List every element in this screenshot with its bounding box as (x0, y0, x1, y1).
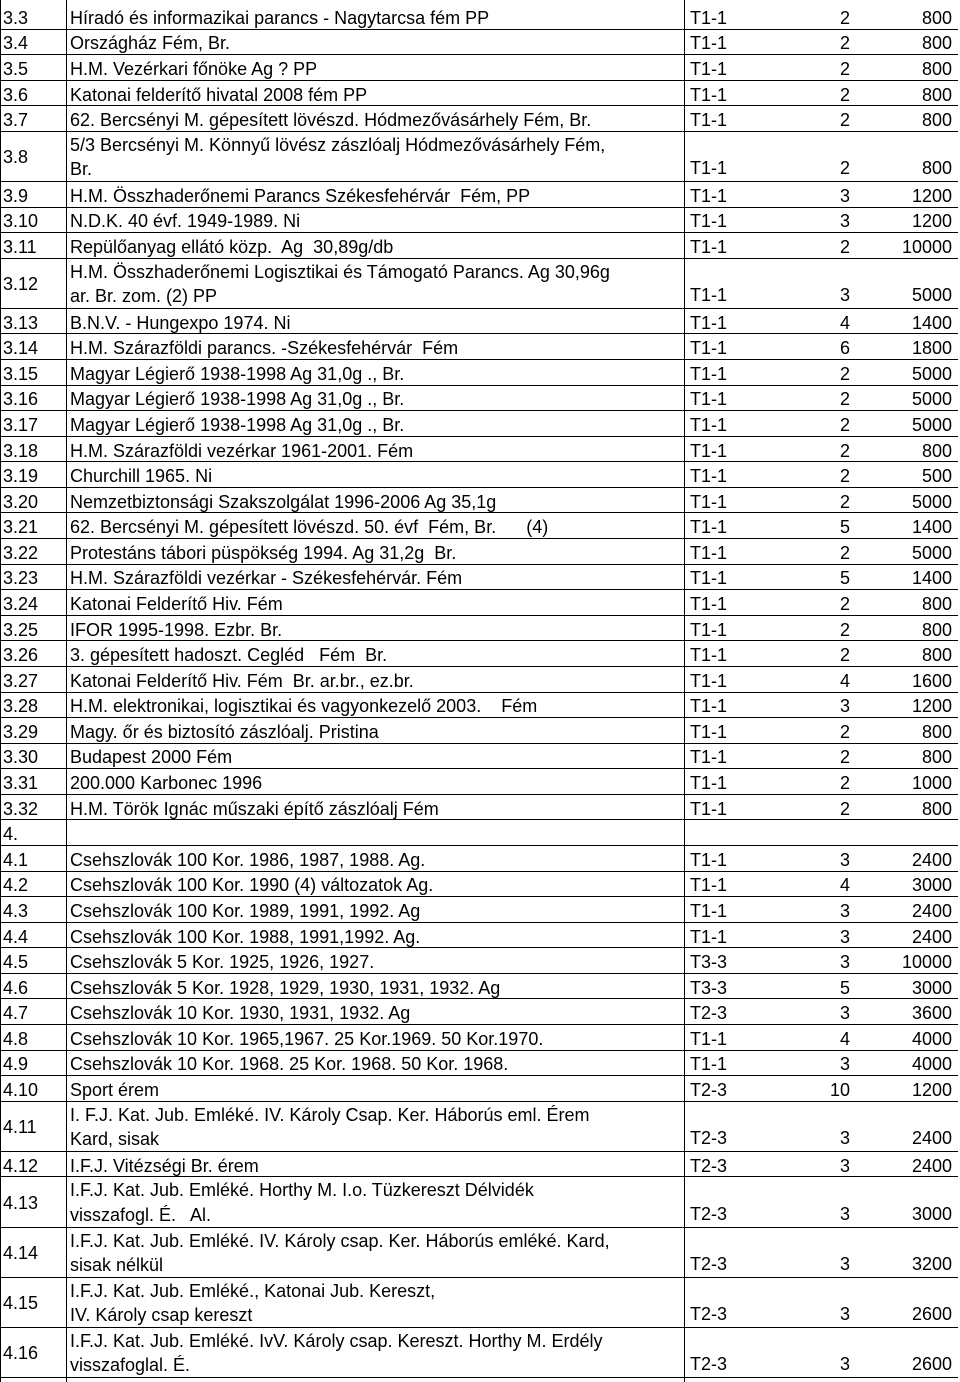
item-description: Híradó és informazikai parancs - Nagytarcsa fém PP (70, 7, 490, 28)
item-value: 3200 (911, 1253, 952, 1274)
item-number: 3.31 (3, 773, 39, 794)
item-description: B.N.V. - Hungexpo 1974. Ni (70, 312, 291, 333)
item-description: Budapest 2000 Fém (70, 747, 233, 768)
item-grade: T2-3 (690, 1353, 728, 1374)
item-grade: T1-1 (690, 696, 728, 717)
item-quantity: 3 (839, 1303, 850, 1324)
item-value: 1000 (911, 773, 952, 794)
item-value: 2400 (911, 926, 952, 947)
item-number: 3.23 (3, 568, 39, 589)
item-description: H.M. Szárazföldi parancs. -Székesfehérvár Fém (70, 338, 459, 359)
item-description: Churchill 1965. Ni (70, 466, 213, 487)
item-number: 3.21 (3, 517, 39, 538)
item-value: 10000 (901, 952, 952, 973)
item-quantity: 3 (839, 952, 850, 973)
item-description: N.D.K. 40 évf. 1949-1989. Ni (70, 211, 301, 232)
item-value: 5000 (911, 414, 952, 435)
item-number: 3.25 (3, 619, 39, 640)
item-quantity: 3 (839, 1003, 850, 1024)
item-description: Kard, sisak (70, 1128, 160, 1149)
item-number: 3.5 (3, 58, 29, 79)
item-description: Csehszlovák 100 Kor. 1986, 1987, 1988. Ag. (70, 849, 426, 870)
item-value: 5000 (911, 363, 952, 384)
item-value: 800 (921, 747, 952, 768)
item-grade: T1-1 (690, 645, 728, 666)
item-description: Csehszlovák 100 Kor. 1990 (4) változatok Ag. (70, 875, 434, 896)
item-quantity: 2 (839, 236, 850, 257)
item-quantity: 2 (839, 721, 850, 742)
item-quantity: 2 (839, 363, 850, 384)
item-description: visszafogl. É. Al. (70, 1204, 212, 1225)
item-description: Csehszlovák 100 Kor. 1989, 1991, 1992. Ag (70, 900, 421, 921)
item-quantity: 3 (839, 1203, 850, 1224)
item-description: I.F.J. Kat. Jub. Emléké. Horthy M. I.o. Tüzkereszt Délvidék (70, 1180, 534, 1201)
item-description: Br. (70, 159, 93, 179)
item-quantity: 2 (839, 84, 850, 105)
item-number: 4.12 (3, 1155, 39, 1176)
item-value: 5000 (911, 284, 952, 305)
table-row (0, 897, 960, 923)
item-number: 3.7 (3, 110, 29, 131)
table-row (0, 744, 960, 770)
item-description: H.M. Török Ignác műszaki építő zászlóalj Fém (70, 798, 439, 819)
item-grade: T1-1 (690, 1054, 728, 1075)
item-value: 3000 (911, 1203, 952, 1224)
item-value: 800 (921, 619, 952, 640)
item-grade: T1-1 (690, 926, 728, 947)
item-description: sisak nélkül (70, 1254, 164, 1275)
item-grade: T1-1 (690, 491, 728, 512)
item-number: 4.4 (3, 926, 29, 947)
item-value: 1200 (911, 696, 952, 717)
item-number: 4. (3, 824, 19, 845)
item-description: I.F.J. Kat. Jub. Emléké. IvV. Károly csap. Kereszt. Horthy M. Erdély (70, 1330, 603, 1351)
item-grade: T1-1 (690, 721, 728, 742)
table-row (0, 411, 960, 437)
item-number: 3.8 (3, 146, 29, 167)
item-value: 1400 (911, 312, 952, 333)
item-description: Csehszlovák 5 Kor. 1928, 1929, 1930, 1931, 1932. Ag (70, 977, 501, 998)
table-row (0, 309, 960, 335)
table-row (0, 4, 960, 30)
item-description: Csehszlovák 10 Kor. 1965,1967. 25 Kor.1969. 50 Kor.1970. (70, 1028, 544, 1049)
item-description: Csehszlovák 100 Kor. 1988, 1991,1992. Ag. (70, 926, 421, 947)
item-value: 4000 (911, 1028, 952, 1049)
item-description: 3. gépesített hadoszt. Cegléd Fém Br. (70, 645, 388, 666)
table-row (0, 641, 960, 667)
item-grade: T1-1 (690, 110, 728, 131)
item-quantity: 2 (839, 491, 850, 512)
item-value: 800 (921, 798, 952, 819)
table-row (0, 55, 960, 81)
table-row (0, 1025, 960, 1051)
item-value: 3000 (911, 875, 952, 896)
item-quantity: 2 (839, 110, 850, 131)
item-grade: T2-3 (690, 1003, 728, 1024)
item-number: 3.4 (3, 33, 29, 54)
table-row (0, 81, 960, 107)
item-value: 800 (921, 110, 952, 131)
item-grade: T1-1 (690, 568, 728, 589)
table-row (0, 948, 960, 974)
item-description: Magyar Légierő 1938-1998 Ag 31,0g ., Br. (70, 414, 405, 435)
item-description: Magyar Légierő 1938-1998 Ag 31,0g ., Br. (70, 363, 405, 384)
item-value: 500 (921, 466, 952, 487)
table-row (0, 437, 960, 463)
item-number: 3.19 (3, 466, 39, 487)
item-number: 3.10 (3, 211, 39, 232)
item-value: 3000 (911, 977, 952, 998)
item-number: 4.8 (3, 1028, 29, 1049)
table-row (0, 208, 960, 234)
table-row (0, 1177, 960, 1227)
item-grade: T1-1 (690, 414, 728, 435)
item-description: I.F.J. Kat. Jub. Emléké. IV. Károly csap. Ker. Háborús emléké. Kard, (70, 1230, 610, 1251)
table-row (0, 488, 960, 514)
table-row (0, 30, 960, 56)
table-row (0, 923, 960, 949)
item-description: Csehszlovák 10 Kor. 1968. 25 Kor. 1968. 50 Kor. 1968. (70, 1054, 509, 1075)
item-description: I.F.J. Kat. Jub. Emléké., Katonai Jub. Kereszt, (70, 1280, 436, 1301)
item-value: 800 (921, 58, 952, 79)
item-grade: T1-1 (690, 849, 728, 870)
item-description: 5/3 Bercsényi M. Könnyű lövész zászlóalj Hódmezővásárhely Fém, (70, 134, 606, 155)
item-description: Csehszlovák 10 Kor. 1930, 1931, 1932. Ag (70, 1003, 411, 1024)
item-value: 2600 (911, 1303, 952, 1324)
item-quantity: 2 (839, 619, 850, 640)
item-description: Országház Fém, Br. (70, 33, 231, 54)
item-quantity: 6 (839, 338, 850, 359)
table-row (0, 565, 960, 591)
item-grade: T1-1 (690, 670, 728, 691)
table-row (0, 106, 960, 132)
item-value: 5000 (911, 389, 952, 410)
item-number: 3.6 (3, 84, 29, 105)
item-description: IFOR 1995-1998. Ezbr. Br. (70, 619, 283, 640)
table-row (0, 360, 960, 386)
item-grade: T1-1 (690, 389, 728, 410)
item-quantity: 10 (829, 1079, 850, 1100)
item-quantity: 4 (839, 312, 850, 333)
item-number: 3.29 (3, 721, 39, 742)
item-quantity: 5 (839, 977, 850, 998)
item-value: 2600 (911, 1353, 952, 1374)
item-value: 1200 (911, 1079, 952, 1100)
table-row (0, 1051, 960, 1077)
item-grade: T2-3 (690, 1253, 728, 1274)
item-number: 3.14 (3, 338, 39, 359)
item-quantity: 2 (839, 158, 850, 178)
item-quantity: 2 (839, 773, 850, 794)
item-quantity: 3 (839, 1054, 850, 1075)
table-row (0, 718, 960, 744)
item-number: 3.26 (3, 645, 39, 666)
item-description: Repülőanyag ellátó közp. Ag 30,89g/db (70, 236, 394, 257)
item-quantity: 2 (839, 645, 850, 666)
item-value: 1200 (911, 211, 952, 232)
item-grade: T1-1 (690, 594, 728, 614)
item-description: 62. Bercsényi M. gépesített lövészd. 50. évf Fém, Br. (4) (70, 517, 549, 538)
item-number: 3.27 (3, 670, 39, 691)
table-row (0, 795, 960, 821)
item-grade: T1-1 (690, 284, 728, 305)
item-quantity: 3 (839, 185, 850, 206)
item-number: 4.10 (3, 1079, 39, 1100)
table-row (0, 1152, 960, 1178)
item-number: 4.14 (3, 1242, 39, 1263)
table-row (0, 1076, 960, 1102)
item-quantity: 2 (839, 58, 850, 79)
item-grade: T1-1 (690, 747, 728, 768)
item-grade: T2-3 (690, 1303, 728, 1324)
table-row (0, 769, 960, 795)
item-number: 3.9 (3, 185, 29, 206)
item-number: 3.16 (3, 389, 39, 410)
item-grade: T2-3 (690, 1127, 728, 1148)
item-grade: T1-1 (690, 440, 728, 461)
item-quantity: 2 (839, 440, 850, 461)
table-row (0, 974, 960, 1000)
item-number: 4.2 (3, 875, 29, 896)
item-grade: T3-3 (690, 977, 728, 998)
table-row (0, 182, 960, 208)
item-description: Nemzetbiztonsági Szakszolgálat 1996-2006 Ag 35,1g (70, 491, 497, 512)
item-number: 4.9 (3, 1054, 29, 1075)
item-description: ar. Br. zom. (2) PP (70, 285, 218, 306)
item-number: 3.12 (3, 273, 39, 294)
item-description: visszafoglal. É. (70, 1354, 191, 1375)
item-quantity: 3 (839, 926, 850, 947)
item-number: 3.24 (3, 594, 39, 614)
item-grade: T1-1 (690, 211, 728, 232)
item-number: 4.1 (3, 849, 29, 870)
item-quantity: 3 (839, 1155, 850, 1176)
item-value: 1400 (911, 517, 952, 538)
item-grade: T1-1 (690, 517, 728, 538)
item-value: 2400 (911, 1155, 952, 1176)
item-number: 3.20 (3, 491, 39, 512)
item-quantity: 2 (839, 798, 850, 819)
item-description: IV. Károly csap kereszt (70, 1304, 253, 1325)
item-quantity: 2 (839, 466, 850, 487)
item-grade: T1-1 (690, 875, 728, 896)
item-number: 4.11 (3, 1116, 37, 1137)
item-number: 3.15 (3, 363, 39, 384)
item-quantity: 3 (839, 1353, 850, 1374)
table-row (0, 872, 960, 898)
table-row (0, 386, 960, 412)
item-number: 4.13 (3, 1192, 39, 1213)
item-value: 4000 (911, 1054, 952, 1075)
item-value: 1800 (911, 338, 952, 359)
table-row (0, 513, 960, 539)
table-row (0, 334, 960, 360)
item-grade: T1-1 (690, 338, 728, 359)
item-value: 1600 (911, 670, 952, 691)
item-grade: T1-1 (690, 33, 728, 54)
table-row (0, 616, 960, 642)
item-quantity: 2 (839, 33, 850, 54)
item-description: I. F.J. Kat. Jub. Emléké. IV. Károly Csap. Ker. Háborús eml. Érem (70, 1104, 590, 1125)
table-row (0, 999, 960, 1025)
item-value: 5000 (911, 491, 952, 512)
item-quantity: 2 (839, 389, 850, 410)
table-row (0, 846, 960, 872)
item-quantity: 3 (839, 1127, 850, 1148)
item-number: 3.32 (3, 798, 39, 819)
table-row (0, 1278, 960, 1328)
item-quantity: 4 (839, 875, 850, 896)
item-grade: T1-1 (690, 773, 728, 794)
table-row (0, 259, 960, 309)
table-row (0, 667, 960, 693)
item-quantity: 3 (839, 1253, 850, 1274)
item-quantity: 2 (839, 7, 850, 28)
item-grade: T1-1 (690, 900, 728, 921)
item-description: H.M. Szárazföldi vezérkar 1961-2001. Fém (70, 440, 414, 461)
item-number: 4.6 (3, 977, 29, 998)
item-grade: T1-1 (690, 798, 728, 819)
item-description: I.F.J. Vitézségi Br. érem (70, 1155, 259, 1176)
item-quantity: 3 (839, 696, 850, 717)
item-quantity: 4 (839, 1028, 850, 1049)
item-grade: T1-1 (690, 312, 728, 333)
item-quantity: 3 (839, 284, 850, 305)
item-value: 2400 (911, 900, 952, 921)
item-number: 3.3 (3, 7, 29, 28)
item-description: Sport érem (70, 1079, 160, 1100)
table-row (0, 820, 960, 846)
item-grade: T1-1 (690, 619, 728, 640)
item-description: Katonai Felderítő Hiv. Fém (70, 594, 283, 614)
table-row (0, 539, 960, 565)
item-value: 800 (921, 33, 952, 54)
item-grade: T1-1 (690, 466, 728, 487)
item-grade: T2-3 (690, 1203, 728, 1224)
item-grade: T1-1 (690, 1028, 728, 1049)
item-description: H.M. Szárazföldi vezérkar - Székesfehérvár. Fém (70, 568, 463, 589)
table-row (0, 1328, 960, 1378)
item-description: 200.000 Karbonec 1996 (70, 773, 263, 794)
item-number: 4.15 (3, 1292, 39, 1313)
item-description: H.M. Összhaderőnemi Logisztikai és Támogató Parancs. Ag 30,96g (70, 261, 610, 282)
item-description: Csehszlovák 5 Kor. 1925, 1926, 1927. (70, 952, 375, 973)
table-row (0, 693, 960, 719)
item-number: 4.16 (3, 1342, 39, 1363)
item-description: 62. Bercsényi M. gépesített lövészd. Hódmezővásárhely Fém, Br. (70, 110, 592, 131)
item-grade: T1-1 (690, 84, 728, 105)
item-grade: T1-1 (690, 158, 728, 178)
table-row (0, 132, 960, 182)
item-description: Katonai Felderítő Hiv. Fém Br. ar.br., ez.br. (70, 670, 414, 691)
item-quantity: 4 (839, 670, 850, 691)
item-quantity: 2 (839, 414, 850, 435)
item-grade: T1-1 (690, 236, 728, 257)
item-value: 800 (921, 440, 952, 461)
item-number: 3.30 (3, 747, 39, 768)
item-value: 1200 (911, 185, 952, 206)
item-grade: T1-1 (690, 363, 728, 384)
item-description: Katonai felderítő hivatal 2008 fém PP (70, 84, 368, 105)
item-number: 3.17 (3, 414, 39, 435)
item-value: 1400 (911, 568, 952, 589)
table-row (0, 590, 960, 616)
item-quantity: 2 (839, 594, 850, 614)
item-number: 3.13 (3, 312, 39, 333)
item-quantity: 5 (839, 517, 850, 538)
item-value: 800 (921, 158, 952, 178)
item-value: 3600 (911, 1003, 952, 1024)
item-description: Magy. őr és biztosító zászlóalj. Pristina (70, 721, 379, 742)
item-description: Protestáns tábori püspökség 1994. Ag 31,2g Br. (70, 542, 457, 563)
item-quantity: 2 (839, 747, 850, 768)
item-value: 2400 (911, 1127, 952, 1148)
item-grade: T1-1 (690, 542, 728, 563)
item-quantity: 3 (839, 211, 850, 232)
item-grade: T1-1 (690, 58, 728, 79)
table-row (0, 462, 960, 488)
item-number: 3.11 (3, 236, 37, 257)
item-value: 800 (921, 7, 952, 28)
item-value: 800 (921, 84, 952, 105)
item-value: 800 (921, 594, 952, 614)
item-number: 4.3 (3, 900, 29, 921)
item-quantity: 3 (839, 849, 850, 870)
item-number: 3.18 (3, 440, 39, 461)
item-grade: T3-3 (690, 952, 728, 973)
item-grade: T2-3 (690, 1079, 728, 1100)
table-row (0, 233, 960, 259)
item-description: H.M. Összhaderőnemi Parancs Székesfehérvár Fém, PP (70, 185, 531, 206)
item-number: 3.28 (3, 696, 39, 717)
item-quantity: 3 (839, 900, 850, 921)
item-quantity: 5 (839, 568, 850, 589)
row-divider (0, 1377, 958, 1378)
item-description: Magyar Légierő 1938-1998 Ag 31,0g ., Br. (70, 389, 405, 410)
item-value: 800 (921, 721, 952, 742)
item-number: 3.22 (3, 542, 39, 563)
item-number: 4.7 (3, 1003, 29, 1024)
item-description: H.M. elektronikai, logisztikai és vagyonkezelő 2003. Fém (70, 696, 538, 717)
item-grade: T1-1 (690, 185, 728, 206)
item-value: 10000 (901, 236, 952, 257)
item-grade: T1-1 (690, 7, 728, 28)
item-value: 5000 (911, 542, 952, 563)
table-row (0, 1228, 960, 1278)
item-number: 4.5 (3, 952, 29, 973)
item-description: H.M. Vezérkari főnöke Ag ? PP (70, 58, 318, 79)
table-row (0, 1102, 960, 1152)
item-value: 2400 (911, 849, 952, 870)
item-grade: T2-3 (690, 1155, 728, 1176)
item-value: 800 (921, 645, 952, 666)
item-quantity: 2 (839, 542, 850, 563)
